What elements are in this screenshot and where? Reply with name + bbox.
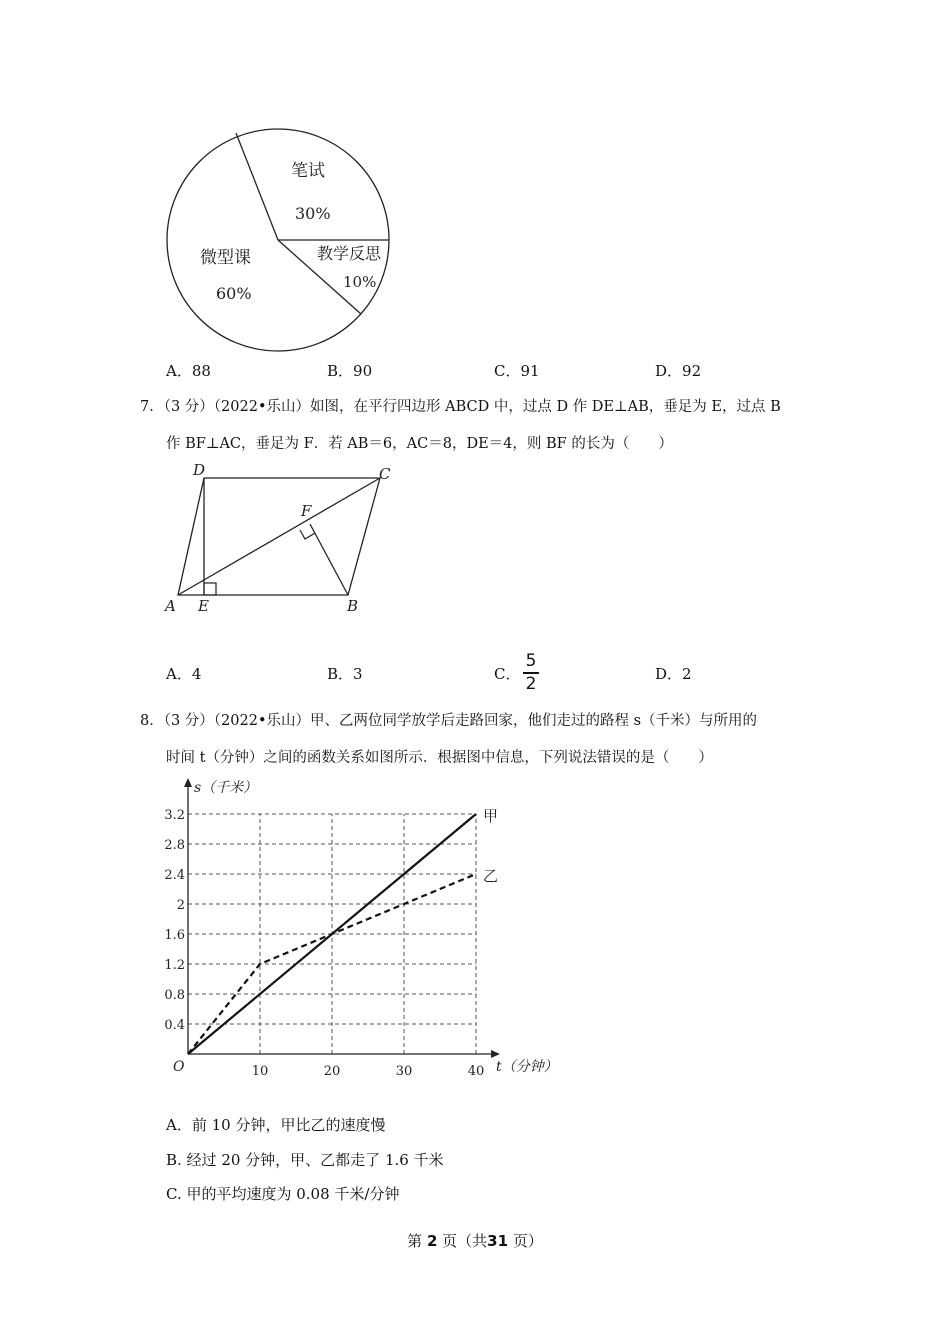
pie-label-reflection: 教学反思 bbox=[317, 244, 382, 263]
y-tick-label: 1.6 bbox=[164, 928, 185, 943]
q6-option-d: D．92 bbox=[655, 362, 702, 380]
footer-mid: 页（共 bbox=[442, 1232, 488, 1250]
footer-total-pages: 31 bbox=[487, 1232, 509, 1250]
q7-option-d: D．2 bbox=[655, 665, 692, 683]
q7-stem-line2: 作 BF⊥AC，垂足为 F．若 AB＝6，AC＝8，DE＝4，则 BF 的长为（ ） bbox=[166, 436, 673, 452]
series-label-jia: 甲 bbox=[483, 807, 499, 825]
q8-option-a: A．前 10 分钟，甲比乙的速度慢 bbox=[166, 1116, 386, 1134]
q6-option-b: B．90 bbox=[327, 362, 373, 380]
vertex-label-e: E bbox=[198, 597, 209, 615]
q7-option-a: A．4 bbox=[166, 665, 202, 683]
pie-value-written: 30% bbox=[295, 204, 331, 223]
origin-label: O bbox=[173, 1059, 185, 1075]
footer-page-number: 2 bbox=[426, 1232, 438, 1250]
pie-value-microlesson: 60% bbox=[216, 284, 252, 303]
pie-divider-1 bbox=[236, 133, 278, 240]
x-tick-label: 30 bbox=[395, 1064, 413, 1079]
page-footer bbox=[0, 1230, 950, 1251]
q7-stem-line1: 7．（3 分）（2022•乐山）如图，在平行四边形 ABCD 中，过点 D 作 DE⊥AB，垂足为 E，过点 B bbox=[140, 399, 781, 415]
vertex-label-d: D bbox=[193, 461, 206, 479]
x-axis-label: t（分钟） bbox=[496, 1059, 558, 1075]
vertex-label-b: B bbox=[347, 597, 359, 615]
y-tick-label: 3.2 bbox=[164, 808, 185, 823]
diagonal-ac bbox=[178, 478, 380, 595]
y-tick-label: 0.4 bbox=[164, 1018, 185, 1033]
vertex-label-f: F bbox=[301, 502, 312, 520]
pie-label-written: 笔试 bbox=[291, 161, 325, 181]
y-tick-label: 1.2 bbox=[164, 958, 185, 973]
pie-chart bbox=[160, 122, 400, 354]
q7-option-b: B．3 bbox=[327, 665, 363, 683]
x-tick-label: 10 bbox=[251, 1064, 269, 1079]
q7-option-c-prefix: C． bbox=[494, 665, 521, 683]
q8-stem-line1: 8．（3 分）（2022•乐山）甲、乙两位同学放学后走路回家，他们走过的路程 s（千米）与所用的 bbox=[140, 713, 758, 729]
q7-option-c-denominator: 2 bbox=[525, 674, 537, 694]
q8-option-b: B. 经过 20 分钟，甲、乙都走了 1.6 千米 bbox=[166, 1151, 444, 1169]
vertex-label-a: A bbox=[165, 597, 176, 615]
segment-bf bbox=[310, 524, 348, 595]
q8-option-c: C. 甲的平均速度为 0.08 千米/分钟 bbox=[166, 1185, 400, 1203]
y-axis-label: s（千米） bbox=[194, 780, 258, 796]
q8-distance-time-graph bbox=[160, 770, 580, 1090]
pie-value-reflection: 10% bbox=[343, 273, 377, 291]
vertex-label-c: C bbox=[379, 465, 391, 483]
q7-parallelogram-figure bbox=[160, 458, 400, 623]
y-tick-label: 0.8 bbox=[164, 988, 185, 1003]
x-tick-label: 40 bbox=[467, 1064, 485, 1079]
y-tick-label: 2.4 bbox=[164, 868, 185, 883]
footer-prefix: 第 bbox=[407, 1232, 423, 1250]
y-tick-label: 2.8 bbox=[164, 838, 185, 853]
q8-stem-line2: 时间 t（分钟）之间的函数关系如图所示．根据图中信息，下列说法错误的是（ ） bbox=[166, 750, 713, 766]
x-tick-labels bbox=[252, 1064, 485, 1079]
x-tick-label: 20 bbox=[323, 1064, 341, 1079]
q6-option-c: C．91 bbox=[494, 362, 540, 380]
y-tick-labels bbox=[164, 808, 185, 1033]
y-tick-label: 2 bbox=[176, 898, 185, 913]
q7-option-c-numerator: 5 bbox=[525, 651, 537, 671]
series-label-yi: 乙 bbox=[483, 867, 499, 885]
right-angle-mark-e bbox=[204, 583, 216, 595]
y-axis-arrow bbox=[184, 778, 192, 787]
footer-suffix: 页） bbox=[512, 1232, 543, 1250]
axes-layer bbox=[184, 778, 500, 1058]
pie-label-microlesson: 微型课 bbox=[200, 248, 251, 268]
x-axis-arrow bbox=[491, 1050, 500, 1058]
q6-option-a: A．88 bbox=[166, 362, 211, 380]
right-angle-mark-f bbox=[300, 530, 315, 539]
